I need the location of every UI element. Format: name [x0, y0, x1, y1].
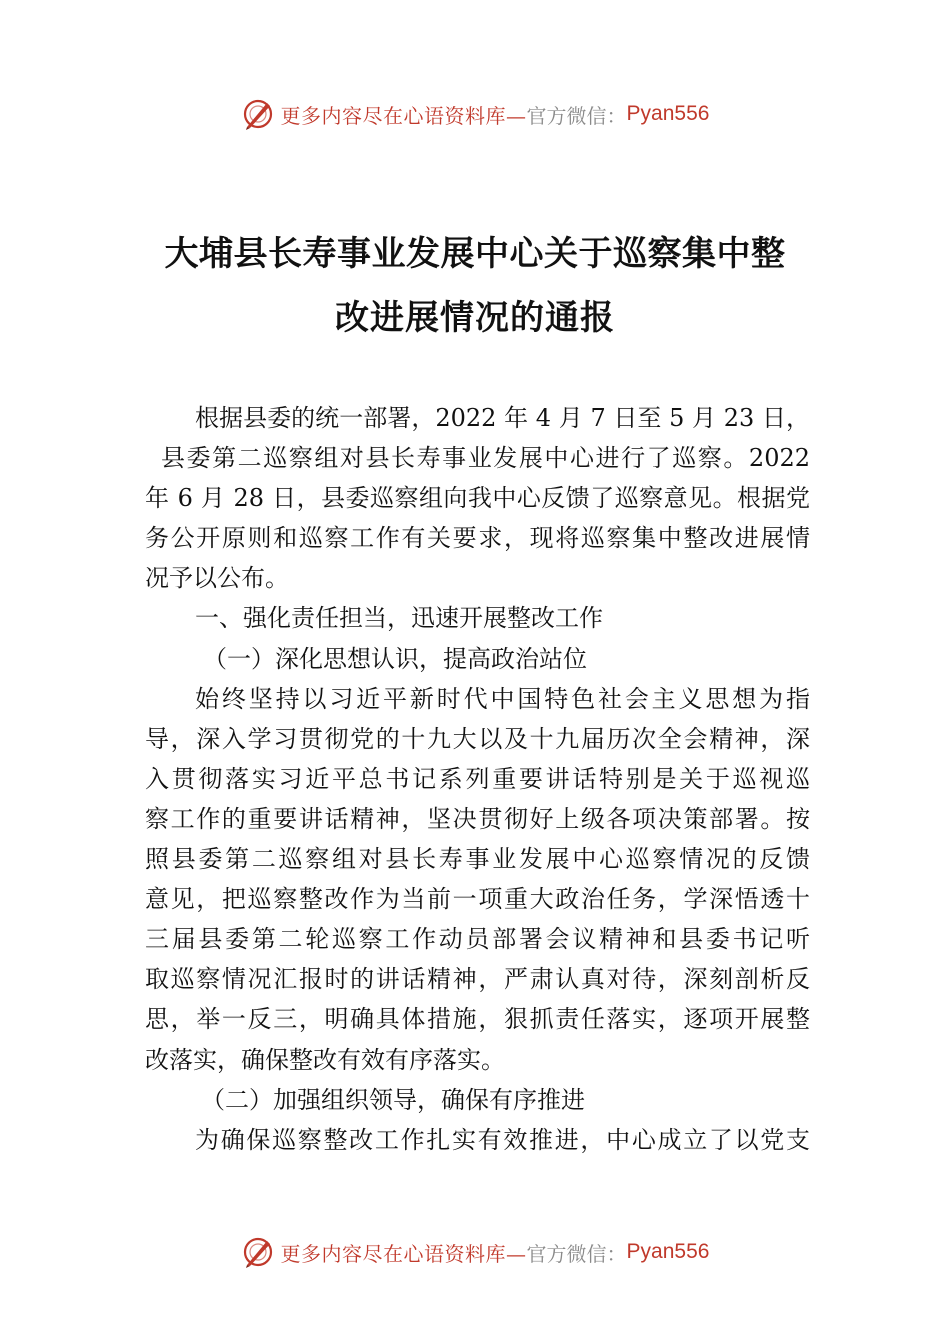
paragraph-line: 察工作的重要讲话精神，坚决贯彻好上级各项决策部署。按 — [145, 804, 810, 833]
paragraph-line: 取巡察情况汇报时的讲话精神，严肃认真对待，深刻剖析反 — [145, 965, 810, 994]
pen-circle-logo-icon — [241, 1235, 275, 1269]
banner-wechat-label: 官方微信： — [526, 103, 627, 128]
paragraph-line: 改落实，确保整改有效有序落实。 — [145, 1045, 505, 1074]
header-watermark-banner — [0, 94, 950, 134]
paragraph-line: 为确保巡察整改工作扎实有效推进，中心成立了以党支 — [195, 1125, 810, 1154]
paragraph-line: 况予以公布。 — [145, 564, 289, 593]
subsection-heading: （一）深化思想认识，提高政治站位 — [203, 644, 587, 673]
paragraph-line: 年 6 月 28 日，县委巡察组向我中心反馈了巡察意见。根据党 — [145, 484, 810, 513]
paragraph-line: 意见，把巡察整改作为当前一项重大政治任务，学深悟透十 — [145, 885, 810, 914]
document-title-line-1: 大埔县长寿事业发展中心关于巡察集中整 — [164, 234, 786, 274]
paragraph-line: 照县委第二巡察组对县长寿事业发展中心巡察情况的反馈 — [145, 845, 810, 874]
paragraph-line: 入贯彻落实习近平总书记系列重要讲话特别是关于巡视巡 — [145, 764, 810, 793]
paragraph-line: 思，举一反三，明确具体措施，狠抓责任落实，逐项开展整 — [145, 1005, 810, 1034]
footer-watermark-banner — [0, 1232, 950, 1272]
subsection-heading: （二）加强组织领导，确保有序推进 — [201, 1085, 585, 1114]
document-title-line-2: 改进展情况的通报 — [335, 298, 615, 338]
paragraph-line: 三届县委第二轮巡察工作动员部署会议精神和县委书记听 — [145, 925, 810, 954]
banner-text: 更多内容尽在心语资料库— — [280, 1241, 527, 1266]
paragraph-line: 根据县委的统一部署，2022 年 4 月 7 日至 5 月 23 日， — [195, 404, 810, 432]
banner-text: 更多内容尽在心语资料库— — [280, 103, 527, 128]
section-heading: 一、强化责任担当，迅速开展整改工作 — [195, 604, 603, 633]
document-body — [145, 398, 810, 1160]
paragraph-line: 县委第二巡察组对县长寿事业发展中心进行了巡察。2022 — [161, 444, 810, 473]
paragraph-line: 务公开原则和巡察工作有关要求，现将巡察集中整改进展情 — [145, 524, 810, 553]
banner-wechat-label: 官方微信： — [526, 1241, 627, 1266]
banner-account: Pyan556 — [626, 102, 710, 125]
banner-account: Pyan556 — [626, 1240, 710, 1263]
paragraph-line: 导，深入学习贯彻党的十九大以及十九届历次全会精神，深 — [145, 724, 810, 753]
pen-circle-logo-icon — [241, 97, 275, 131]
paragraph-line: 始终坚持以习近平新时代中国特色社会主义思想为指 — [195, 684, 810, 713]
